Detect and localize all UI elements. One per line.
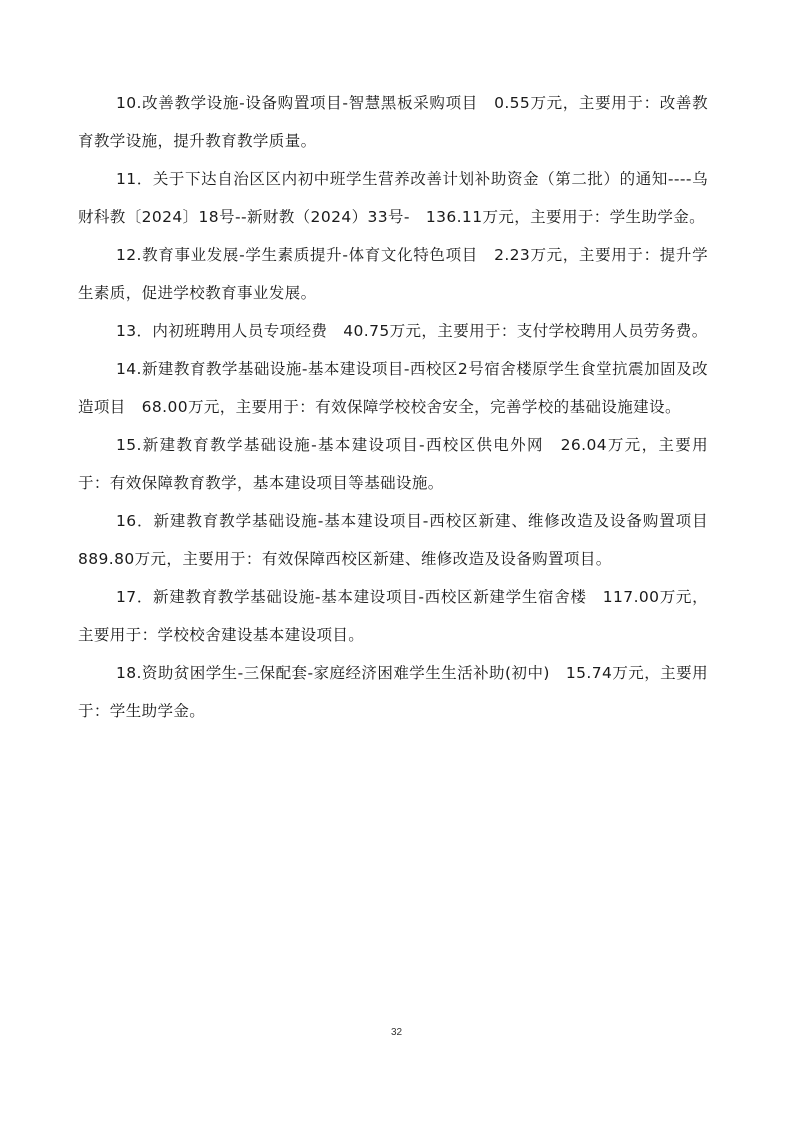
paragraph-item-11: 11．关于下达自治区区内初中班学生营养改善计划补助资金（第二批）的通知----乌财科教〔2024〕18号--新财教（2024）33号- 136.11万元，主要用于：学生助学金。: [78, 170, 708, 226]
paragraph-item-13: 13．内初班聘用人员专项经费 40.75万元，主要用于：支付学校聘用人员劳务费。: [116, 322, 708, 340]
paragraph-item-16: 16．新建教育教学基础设施-基本建设项目-西校区新建、维修改造及设备购置项目 889.80万元，主要用于：有效保障西校区新建、维修改造及设备购置项目。: [78, 512, 724, 568]
paragraph-item-17: 17．新建教育教学基础设施-基本建设项目-西校区新建学生宿舍楼 117.00万元，主要用于：学校校舍建设基本建设项目。: [78, 588, 708, 644]
page-number: 32: [390, 1027, 403, 1038]
paragraph-item-15: 15.新建教育教学基础设施-基本建设项目-西校区供电外网 26.04万元，主要用于：有效保障教育教学，基本建设项目等基础设施。: [78, 436, 708, 492]
paragraph-item-10: 10.改善教学设施-设备购置项目-智慧黑板采购项目 0.55万元，主要用于：改善教育教学设施，提升教育教学质量。: [78, 94, 708, 150]
document-body: [78, 84, 724, 730]
paragraph-item-18: 18.资助贫困学生-三保配套-家庭经济困难学生生活补助(初中) 15.74万元，主要用于：学生助学金。: [78, 664, 708, 720]
paragraph-item-14: 14.新建教育教学基础设施-基本建设项目-西校区2号宿舍楼原学生食堂抗震加固及改造项目 68.00万元，主要用于：有效保障学校校舍安全，完善学校的基础设施建设。: [78, 360, 708, 416]
paragraph-item-12: 12.教育事业发展-学生素质提升-体育文化特色项目 2.23万元，主要用于：提升学生素质，促进学校教育事业发展。: [78, 246, 708, 302]
